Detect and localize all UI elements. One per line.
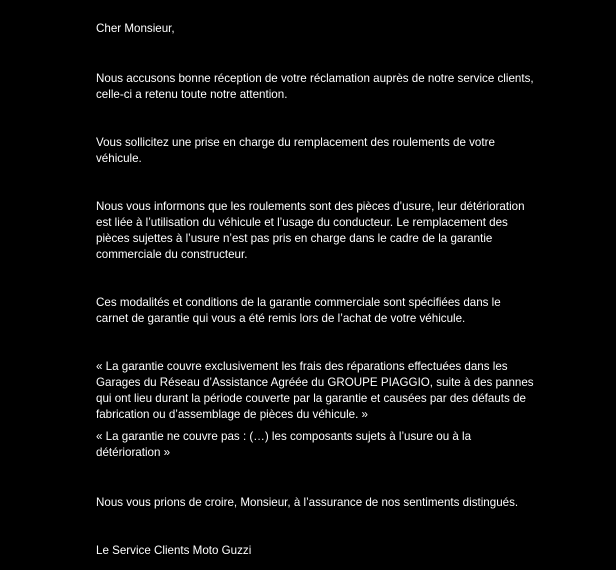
letter-body (96, 21, 536, 559)
paragraph-request: Vous sollicitez une prise en charge du remplacement des roulements de votre véhicule. (96, 136, 495, 165)
signature: Le Service Clients Moto Guzzi (96, 544, 252, 557)
quote-warranty-exclusion: « La garantie ne couvre pas : (…) les composants sujets à l’usure ou à la détérioration » (96, 430, 472, 459)
greeting: Cher Monsieur, (96, 22, 175, 35)
paragraph-acknowledgement: Nous accusons bonne réception de votre réclamation auprès de notre service clients, celle-ci a retenu toute notre attention. (96, 72, 534, 101)
paragraph-wear-parts: Nous vous informons que les roulements sont des pièces d’usure, leur détérioration est liée à l’utilisation du véhicule et l’usage du conducteur. Le remplacement des pièces sujettes à l’usure n’est pas pris en charge dans le cadre de la garantie commerciale du constructeur. (96, 200, 525, 261)
quote-warranty-coverage: « La garantie couvre exclusivement les frais des réparations effectuées dans les Garages du Réseau d’Assistance Agréée du GROUPE PIAGGIO, suite à des pannes qui ont lieu durant la période couverte par la garantie et causées par des défauts de fabrication ou d’assemblage de pièces du véhicule. » (96, 360, 534, 421)
paragraph-warranty-terms: Ces modalités et conditions de la garantie commerciale sont spécifiées dans le carnet de garantie qui vous a été remis lors de l’achat de votre véhicule. (96, 296, 501, 325)
closing-formula: Nous vous prions de croire, Monsieur, à l’assurance de nos sentiments distingués. (96, 496, 519, 509)
